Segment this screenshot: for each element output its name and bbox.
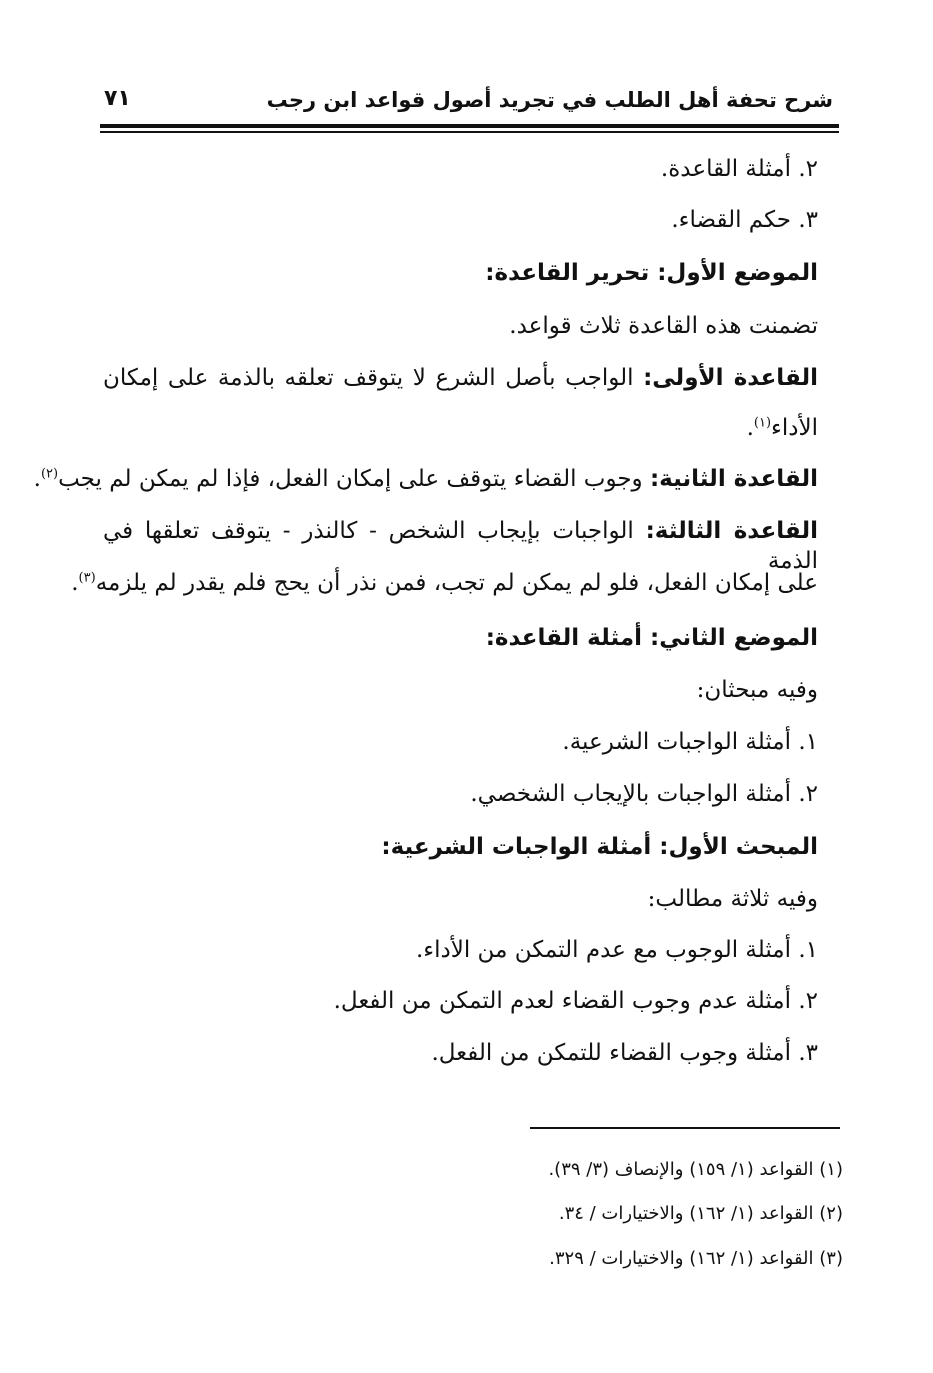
paragraph-two-topics: وفيه مبحثان: [696, 677, 818, 703]
running-header-title: شرح تحفة أهل الطلب في تجريد أصول قواعد ابن رجب [266, 88, 833, 112]
footnote-ref-1[interactable]: (١) [753, 415, 772, 431]
paragraph-three-topics: وفيه ثلاثة مطالب: [647, 886, 818, 912]
header-rule-thick [100, 124, 839, 128]
list-item-examples: ٢. أمثلة القاعدة. [660, 156, 818, 182]
rule-one-text-end: الأداء [771, 415, 818, 441]
running-header [100, 84, 833, 124]
rule-two-lead: القاعدة الثانية: [649, 466, 818, 492]
header-rule-thin [100, 131, 839, 133]
paragraph-intro: تضمنت هذه القاعدة ثلاث قواعد. [509, 313, 818, 339]
rule-one-text: الواجب بأصل الشرع لا يتوقف تعلقه بالذمة على إمكان [103, 365, 634, 391]
footnote-2: (٢) القواعد (١/ ١٦٢) والاختيارات / ٣٤. [558, 1203, 843, 1224]
rule-three-text: الواجبات بإيجاب الشخص - كالنذر - يتوقف تعلقها في الذمة [103, 518, 818, 574]
list-item-personal-duties: ٢. أمثلة الواجبات بالإيجاب الشخصي. [470, 781, 818, 807]
list-item-ruling: ٣. حكم القضاء. [671, 207, 818, 233]
rule-one-line-a [103, 363, 818, 393]
rule-three-lead: القاعدة الثالثة: [645, 518, 818, 544]
rule-three-text-end: على إمكان الفعل، فلو لم يمكن لم تجب، فمن نذر أن يحج فلم يقدر لم يلزمه [95, 570, 818, 596]
rule-three-line-b: على إمكان الفعل، فلو لم يمكن لم تجب، فمن نذر أن يحج فلم يقدر لم يلزمه$^{(٣)}$. [71, 570, 818, 596]
section-heading-third: المبحث الأول: أمثلة الواجبات الشرعية: [381, 834, 818, 860]
footnote-1: (١) القواعد (١/ ١٥٩) والإنصاف (٣/ ٣٩). [548, 1159, 843, 1180]
rule-two-text: وجوب القضاء يتوقف على إمكان الفعل، فإذا لم يمكن لم يجب [58, 466, 643, 492]
list-item-sharia-duties: ١. أمثلة الواجبات الشرعية. [562, 729, 818, 755]
page-number: ٧١ [104, 86, 131, 111]
rule-one-lead: القاعدة الأولى: [643, 365, 819, 391]
rule-three-line-a [103, 516, 818, 576]
footnote-ref-3[interactable]: (٣) [78, 570, 96, 586]
section-heading-first: الموضع الأول: تحرير القاعدة: [485, 260, 818, 286]
section-heading-second: الموضع الثاني: أمثلة القاعدة: [485, 625, 818, 651]
list-item-req-two: ٢. أمثلة عدم وجوب القضاء لعدم التمكن من الفعل. [333, 988, 818, 1014]
list-item-req-one: ١. أمثلة الوجوب مع عدم التمكن من الأداء. [415, 937, 818, 963]
rule-two-line: القاعدة الثانية: وجوب القضاء يتوقف على إمكان الفعل، فإذا لم يمكن لم يجب$^{(٢)}$. [33, 466, 818, 492]
footnote-separator [530, 1127, 840, 1129]
footnote-ref-2[interactable]: (٢) [40, 466, 59, 482]
footnote-3: (٣) القواعد (١/ ١٦٢) والاختيارات / ٣٢٩. [549, 1248, 843, 1269]
rule-one-line-b: الأداء$^{(١)}$. [746, 415, 818, 441]
list-item-req-three: ٣. أمثلة وجوب القضاء للتمكن من الفعل. [431, 1040, 818, 1066]
